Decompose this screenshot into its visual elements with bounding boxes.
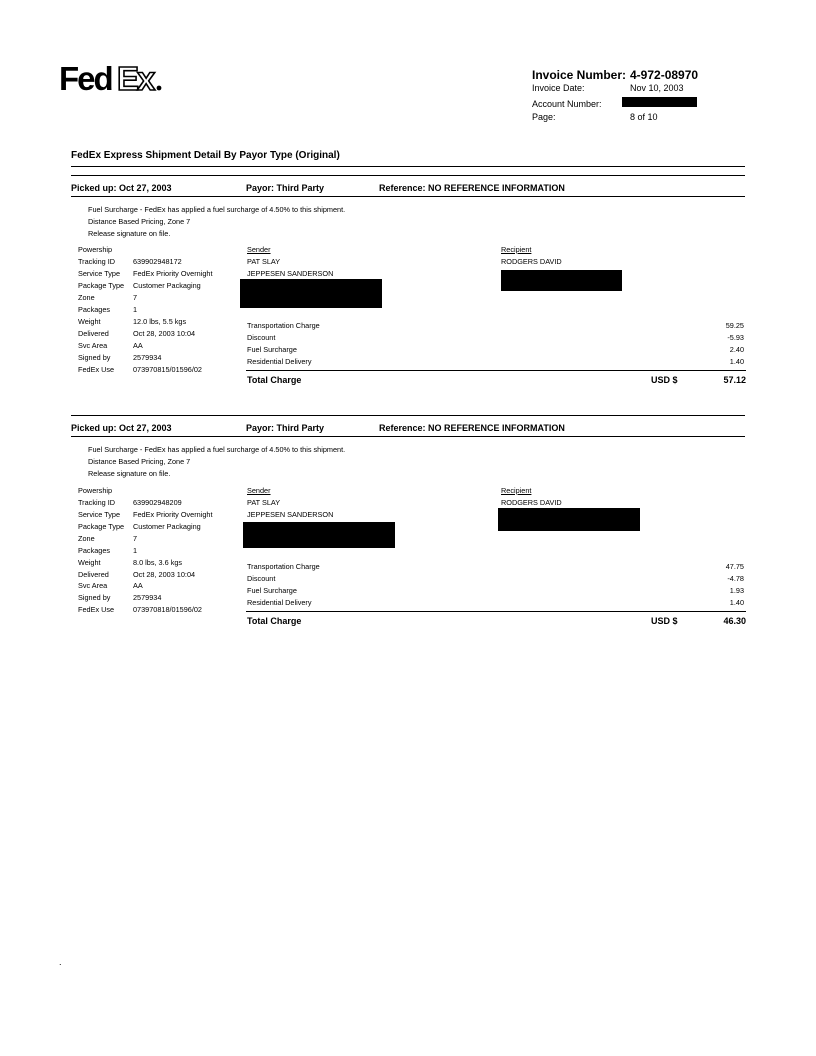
payor: Payor: Third Party (246, 423, 325, 433)
package-type: Customer Packaging (133, 281, 201, 290)
detail-label: Powership (78, 486, 113, 495)
charge-amount: 47.75 (725, 562, 744, 571)
picked-up-date: Picked up: Oct 27, 2003 (71, 423, 172, 433)
shipment-header-rule (71, 196, 745, 197)
fedex-logo (59, 61, 163, 95)
detail-label: Weight (78, 558, 101, 567)
delivered: Oct 28, 2003 10:04 (133, 570, 196, 579)
footer-mark: . (59, 957, 62, 967)
charge-amount: 2.40 (729, 345, 744, 354)
detail-label: Tracking ID (78, 257, 116, 266)
recipient-name: RODGERS DAVID (501, 498, 562, 507)
detail-label: Delivered (78, 329, 109, 338)
pricing-zone-note: Distance Based Pricing, Zone 7 (88, 217, 191, 226)
fedex-use: 073970818/01596/02 (133, 605, 202, 614)
tracking-id: 639902948172 (133, 257, 182, 266)
page-label: Page: (532, 112, 556, 122)
reference: Reference: NO REFERENCE INFORMATION (379, 183, 565, 193)
detail-label: FedEx Use (78, 605, 115, 614)
packages: 1 (133, 305, 138, 314)
recipient-name: RODGERS DAVID (501, 257, 562, 266)
total-charge: 57.12 (723, 375, 746, 385)
charge-amount: 1.40 (729, 357, 744, 366)
svc-area: AA (133, 581, 143, 590)
release-signature-note: Release signature on file. (88, 469, 171, 478)
detail-label: Zone (78, 534, 95, 543)
charge-label: Residential Delivery (247, 357, 312, 366)
recipient-address-redaction (501, 270, 622, 291)
charge-amount: -4.78 (727, 574, 744, 583)
pricing-zone-note: Distance Based Pricing, Zone 7 (88, 457, 191, 466)
sender-address-redaction (243, 522, 395, 548)
weight: 8.0 lbs, 3.6 kgs (133, 558, 183, 567)
charge-label: Transportation Charge (247, 321, 320, 330)
currency: USD $ (651, 616, 678, 626)
weight: 12.0 lbs, 5.5 kgs (133, 317, 187, 326)
sender-heading: Sender (247, 486, 271, 495)
account-number-redaction (622, 97, 697, 107)
detail-label: Packages (78, 305, 111, 314)
detail-label: Service Type (78, 510, 121, 519)
service-type: FedEx Priority Overnight (133, 510, 213, 519)
shipment-header-rule (71, 436, 745, 437)
fedex-use: 073970815/01596/02 (133, 365, 202, 374)
detail-label: Svc Area (78, 341, 108, 350)
detail-label: Signed by (78, 353, 111, 362)
page-number: 8 of 10 (630, 112, 658, 122)
charge-amount: 59.25 (725, 321, 744, 330)
tracking-id: 639902948209 (133, 498, 182, 507)
recipient-heading: Recipient (501, 486, 532, 495)
shipment-top-rule (71, 175, 745, 176)
sender-company: JEPPESEN SANDERSON (247, 510, 334, 519)
charge-label: Discount (247, 574, 276, 583)
invoice-number-label: Invoice Number: (532, 68, 627, 82)
invoice-date-label: Invoice Date: (532, 83, 585, 93)
section-divider (71, 166, 745, 167)
recipient-address-redaction (498, 508, 640, 531)
signed-by: 2579934 (133, 353, 162, 362)
detail-label: Weight (78, 317, 101, 326)
account-number-label: Account Number: (532, 99, 602, 109)
detail-label: Packages (78, 546, 111, 555)
picked-up-date: Picked up: Oct 27, 2003 (71, 183, 172, 193)
detail-label: Package Type (78, 522, 125, 531)
invoice-number: 4-972-08970 (630, 68, 699, 82)
charge-label: Fuel Surcharge (247, 345, 297, 354)
sender-address-redaction (240, 279, 382, 308)
invoice-date: Nov 10, 2003 (630, 83, 684, 93)
zone: 7 (133, 293, 138, 302)
total-rule (246, 370, 746, 371)
delivered: Oct 28, 2003 10:04 (133, 329, 196, 338)
detail-label: FedEx Use (78, 365, 115, 374)
svg-text:Ex: Ex (117, 61, 154, 95)
detail-label: Signed by (78, 593, 111, 602)
svg-text:Fed: Fed (59, 61, 112, 95)
detail-label: Powership (78, 245, 113, 254)
charge-label: Discount (247, 333, 276, 342)
charge-amount: 1.40 (729, 598, 744, 607)
section-title: FedEx Express Shipment Detail By Payor Type (Original) (71, 150, 340, 161)
fuel-surcharge-note: Fuel Surcharge - FedEx has applied a fuel surcharge of 4.50% to this shipment. (88, 445, 346, 454)
packages: 1 (133, 546, 138, 555)
signed-by: 2579934 (133, 593, 162, 602)
sender-company: JEPPESEN SANDERSON (247, 269, 334, 278)
detail-label: Delivered (78, 570, 109, 579)
total-charge: 46.30 (723, 616, 746, 626)
service-type: FedEx Priority Overnight (133, 269, 213, 278)
fuel-surcharge-note: Fuel Surcharge - FedEx has applied a fuel surcharge of 4.50% to this shipment. (88, 205, 346, 214)
total-charge-label: Total Charge (247, 616, 302, 626)
total-charge-label: Total Charge (247, 375, 302, 385)
payor: Payor: Third Party (246, 183, 325, 193)
release-signature-note: Release signature on file. (88, 229, 171, 238)
charge-label: Transportation Charge (247, 562, 320, 571)
charge-label: Fuel Surcharge (247, 586, 297, 595)
detail-label: Zone (78, 293, 95, 302)
sender-heading: Sender (247, 245, 271, 254)
detail-label: Service Type (78, 269, 121, 278)
charge-amount: -5.93 (727, 333, 744, 342)
charge-amount: 1.93 (729, 586, 744, 595)
recipient-heading: Recipient (501, 245, 532, 254)
reference: Reference: NO REFERENCE INFORMATION (379, 423, 565, 433)
charge-label: Residential Delivery (247, 598, 312, 607)
package-type: Customer Packaging (133, 522, 201, 531)
total-rule (246, 611, 746, 612)
sender-name: PAT SLAY (247, 498, 281, 507)
sender-name: PAT SLAY (247, 257, 281, 266)
detail-label: Tracking ID (78, 498, 116, 507)
zone: 7 (133, 534, 138, 543)
currency: USD $ (651, 375, 678, 385)
svc-area: AA (133, 341, 143, 350)
detail-label: Package Type (78, 281, 125, 290)
detail-label: Svc Area (78, 581, 108, 590)
shipment-top-rule (71, 415, 745, 416)
